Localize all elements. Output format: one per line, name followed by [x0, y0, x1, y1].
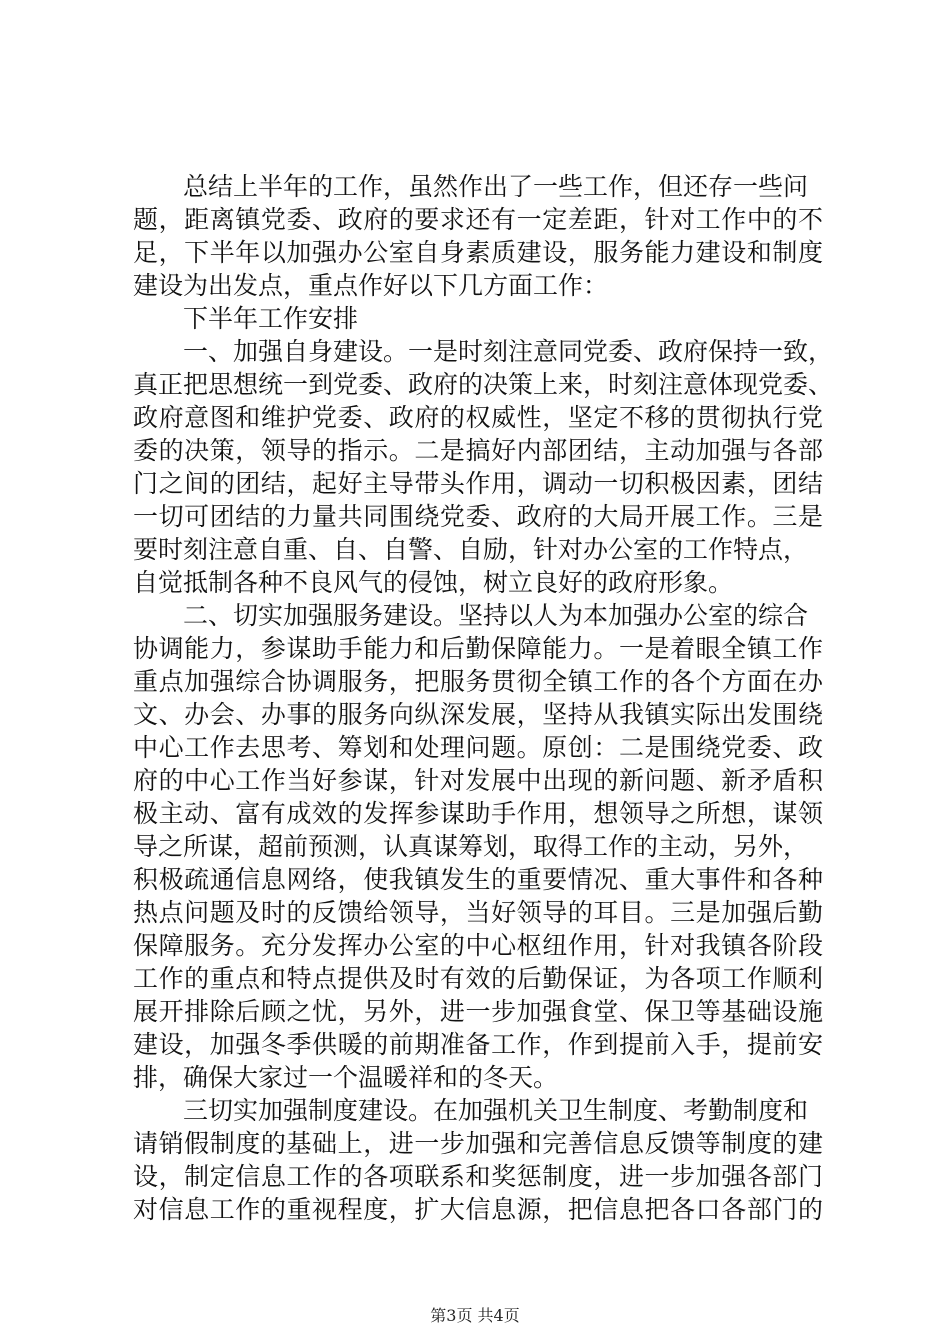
text-line: 政府意图和维护党委、政府的权威性，坚定不移的贯彻执行党: [133, 403, 823, 432]
text-line: 展开排除后顾之忧，另外，进一步加强食堂、保卫等基础设施: [133, 997, 823, 1026]
text-line: 排，确保大家过一个温暖祥和的冬天。: [133, 1063, 559, 1092]
text-line: 二、切实加强服务建设。坚持以人为本加强办公室的综合: [183, 601, 809, 630]
text-line: 总结上半年的工作，虽然作出了一些工作，但还存一些问: [183, 172, 809, 201]
text-line: 足，下半年以加强办公室自身素质建设，服务能力建设和制度: [133, 238, 823, 267]
text-line: 热点问题及时的反馈给领导，当好领导的耳目。三是加强后勤: [133, 898, 823, 927]
text-line: 门之间的团结，起好主导带头作用，调动一切积极因素，团结: [133, 469, 823, 498]
text-line: 中心工作去思考、筹划和处理问题。原创：二是围绕党委、政: [133, 733, 823, 762]
text-line: 建设，加强冬季供暖的前期准备工作，作到提前入手，提前安: [133, 1030, 823, 1059]
text-line: 要时刻注意自重、自、自警、自励，针对办公室的工作特点，: [133, 535, 809, 564]
text-line: 协调能力，参谋助手能力和后勤保障能力。一是着眼全镇工作: [133, 634, 823, 663]
text-line: 一、加强自身建设。一是时刻注意同党委、政府保持一致，: [183, 337, 834, 366]
text-line: 重点加强综合协调服务，把服务贯彻全镇工作的各个方面在办: [133, 667, 823, 696]
text-line: 一切可团结的力量共同围绕党委、政府的大局开展工作。三是: [133, 502, 823, 531]
text-line: 题，距离镇党委、政府的要求还有一定差距，针对工作中的不: [133, 205, 823, 234]
text-line: 文、办会、办事的服务向纵深发展，坚持从我镇实际出发围绕: [133, 700, 823, 729]
text-line: 极主动、富有成效的发挥参谋助手作用，想领导之所想，谋领: [133, 799, 823, 828]
page-footer: 第3页 共4页: [430, 1306, 520, 1325]
text-line: 请销假制度的基础上，进一步加强和完善信息反馈等制度的建: [133, 1129, 823, 1158]
text-line: 建设为出发点，重点作好以下几方面工作：: [133, 271, 609, 300]
text-line: 对信息工作的重视程度，扩大信息源，把信息把各口各部门的: [133, 1195, 823, 1224]
document-body: [133, 170, 834, 1226]
text-line: 工作的重点和特点提供及时有效的后勤保证，为各项工作顺利: [133, 964, 823, 993]
text-line: 下半年工作安排: [183, 304, 359, 333]
text-line: 真正把思想统一到党委、政府的决策上来，时刻注意体现党委、: [133, 370, 834, 399]
text-line: 积极疏通信息网络，使我镇发生的重要情况、重大事件和各种: [133, 865, 823, 894]
text-line: 保障服务。充分发挥办公室的中心枢纽作用，针对我镇各阶段: [133, 931, 823, 960]
text-line: 导之所谋，超前预测，认真谋筹划，取得工作的主动，另外，: [133, 832, 809, 861]
text-line: 府的中心工作当好参谋，针对发展中出现的新问题、新矛盾积: [133, 766, 823, 795]
text-line: 设，制定信息工作的各项联系和奖惩制度，进一步加强各部门: [133, 1162, 823, 1191]
text-line: 三切实加强制度建设。在加强机关卫生制度、考勤制度和: [183, 1096, 809, 1125]
text-line: 自觉抵制各种不良风气的侵蚀，树立良好的政府形象。: [133, 568, 734, 597]
text-line: 委的决策，领导的指示。二是搞好内部团结，主动加强与各部: [133, 436, 823, 465]
